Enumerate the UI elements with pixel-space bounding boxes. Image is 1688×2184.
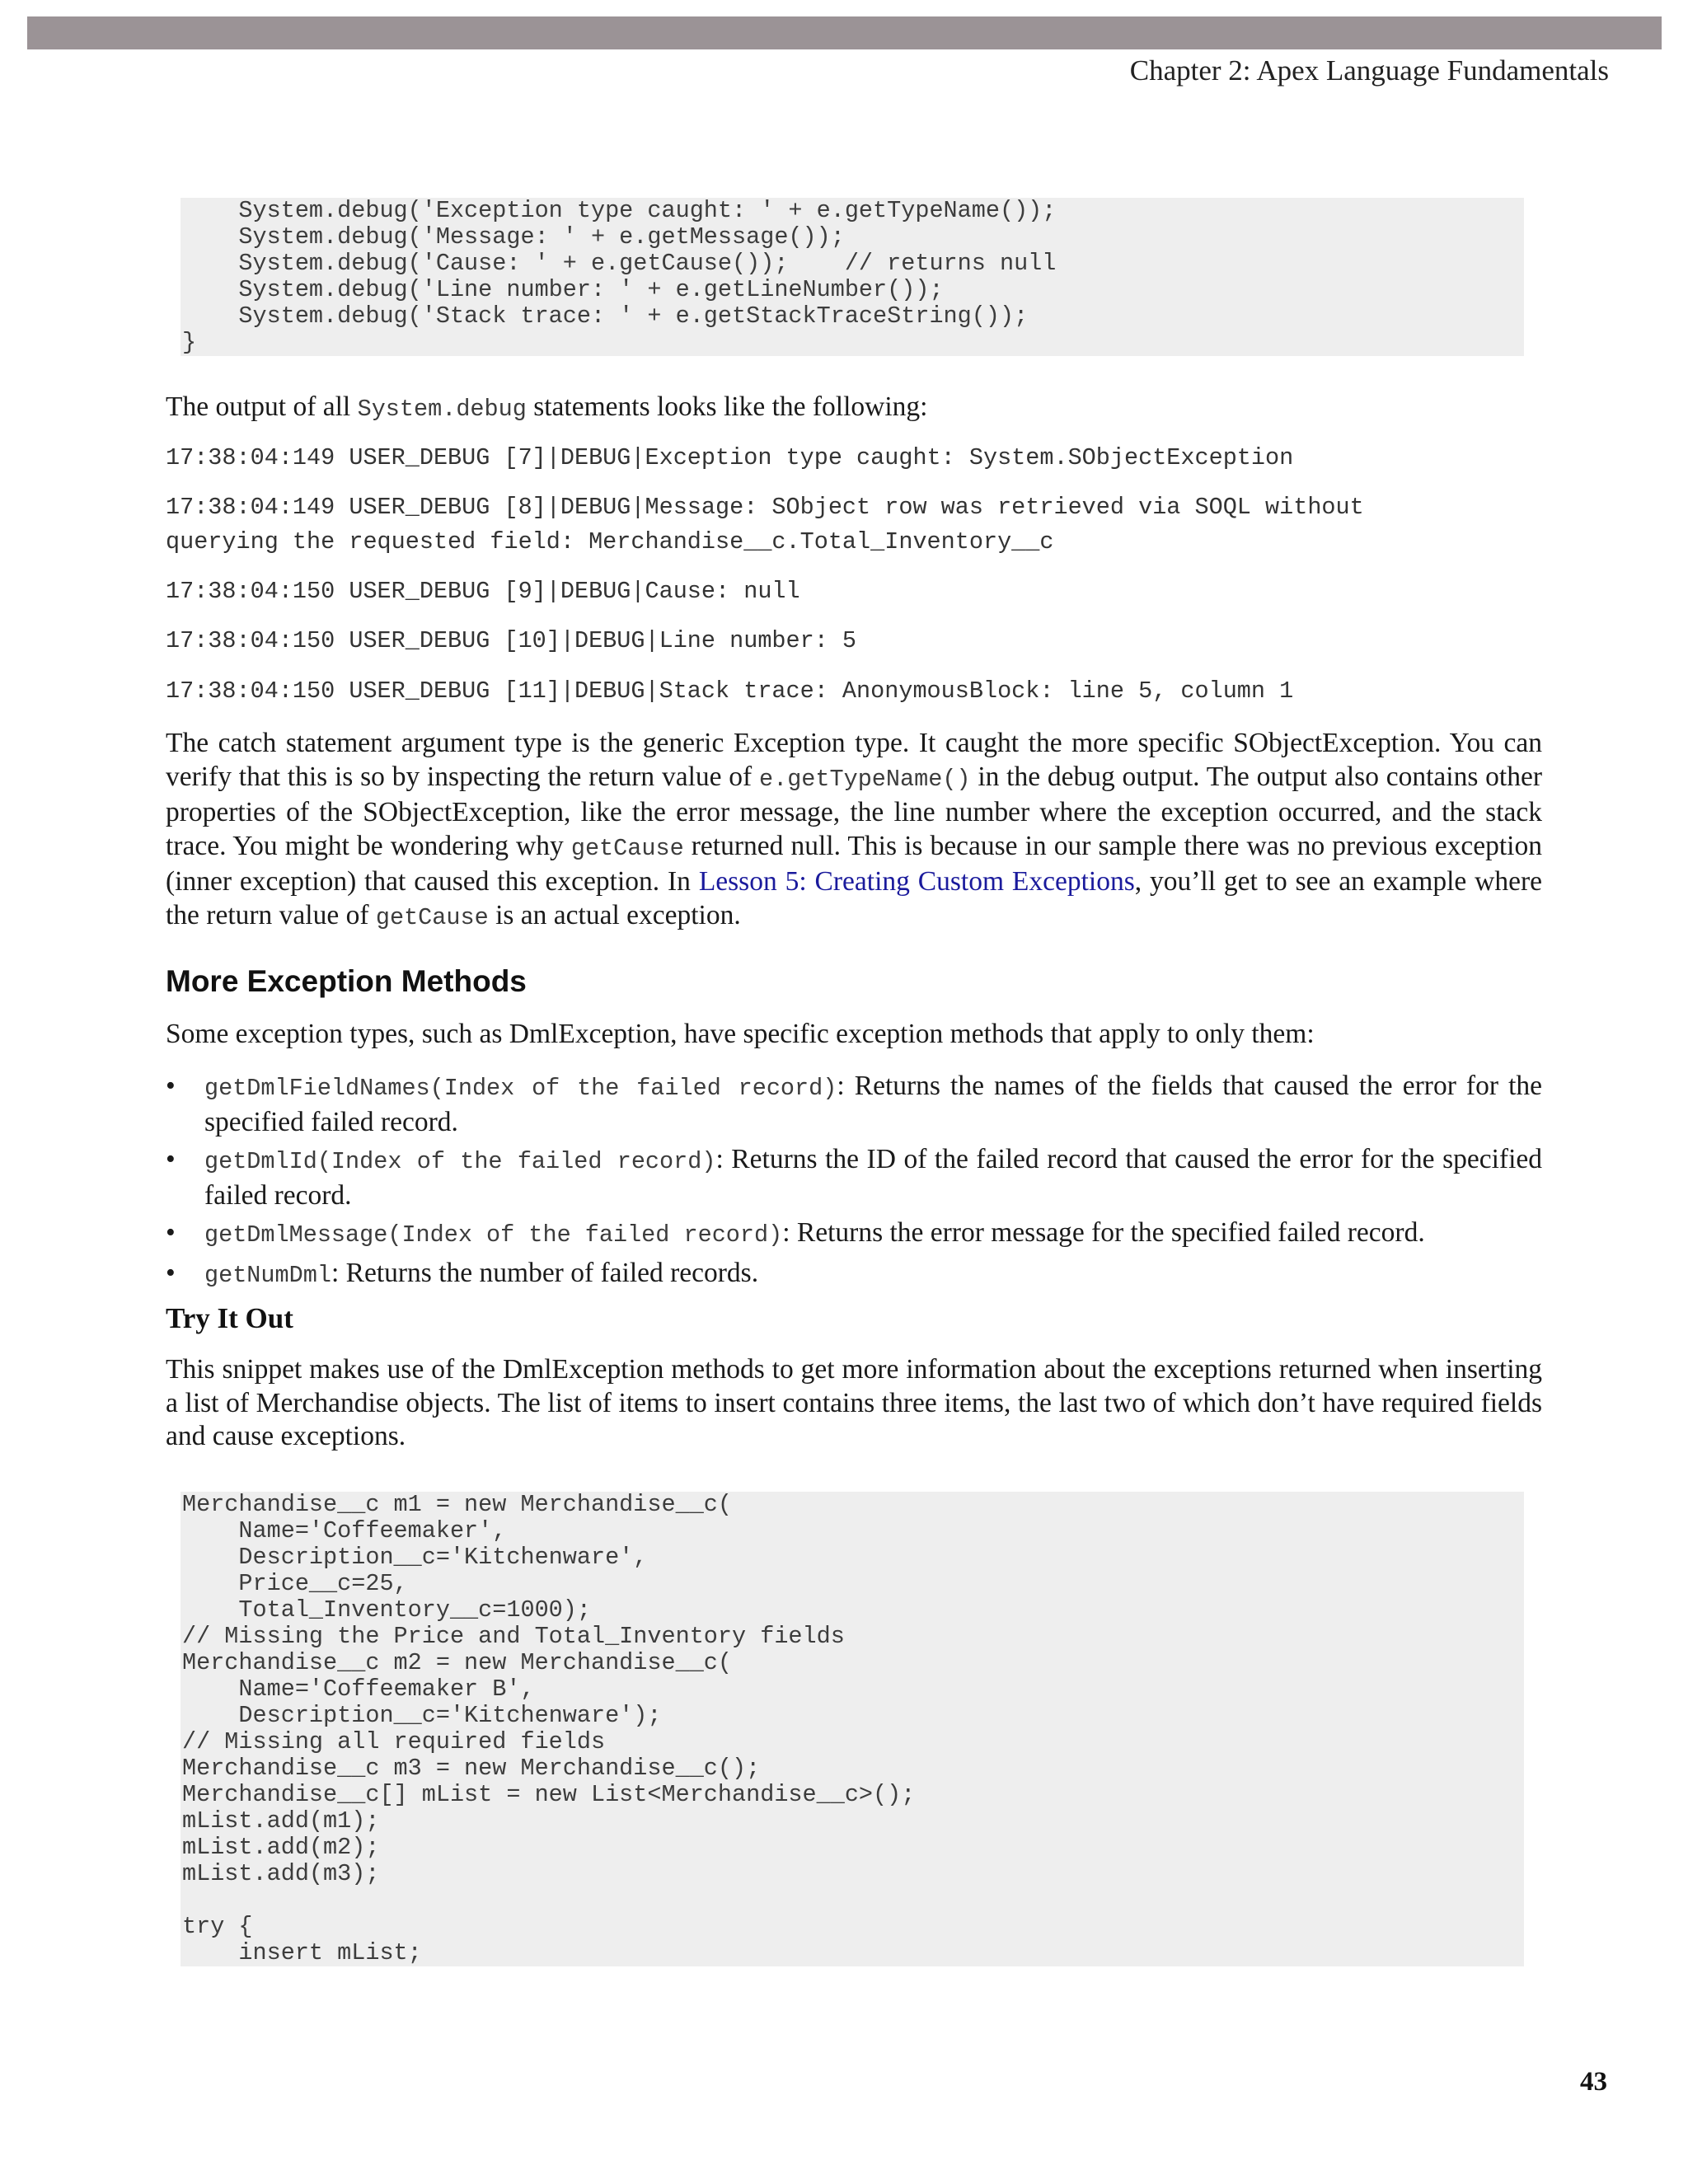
inline-code: getCause: [570, 834, 684, 862]
code-line: }: [182, 329, 197, 356]
code-line: // Missing the Price and Total_Inventory fields: [182, 1623, 845, 1650]
page-number: 43: [1580, 2067, 1607, 2097]
text: returned null. This is because in our sample there was no previous exception (inner exception) that caused this exception. In: [166, 830, 1542, 897]
list-item: [166, 1216, 1542, 1253]
code-line: System.debug('Cause: ' + e.getCause()); // returns null: [182, 250, 1057, 277]
try-it-out-heading: Try It Out: [166, 1302, 293, 1334]
inline-code: getDmlId(Index of the failed record): [204, 1148, 716, 1175]
section-intro: Some exception types, such as DmlException, have specific exception methods that apply to only them:: [166, 1019, 1315, 1049]
code-line: Merchandise__c m1 = new Merchandise__c(: [182, 1491, 733, 1518]
bullet-icon: •: [166, 1217, 176, 1248]
code-line: // Missing all required fields: [182, 1728, 606, 1755]
code-line: mList.add(m3);: [182, 1860, 380, 1887]
text: statements looks like the following:: [526, 391, 928, 422]
code-line: Description__c='Kitchenware',: [182, 1544, 648, 1571]
inline-code: e.getTypeName(): [758, 765, 971, 793]
bullet-icon: •: [166, 1257, 176, 1288]
try-it-out-text: This snippet makes use of the DmlException methods to get more information about the exceptions returned when inserting a list of Merchandise objects. The list of items to insert contains three items, the last two of which don’t have required fields and cause exceptions.: [166, 1354, 1542, 1451]
list-item: [166, 1257, 1542, 1293]
code-line: Merchandise__c m2 = new Merchandise__c(: [182, 1649, 733, 1676]
code-line: Name='Coffeemaker',: [182, 1517, 507, 1544]
text: The output of all: [166, 391, 358, 422]
text: is an actual exception.: [488, 899, 741, 930]
inline-code: getCause: [375, 903, 489, 931]
header-bar: [27, 16, 1662, 49]
code-line: System.debug('Message: ' + e.getMessage());: [182, 223, 845, 251]
list-item: [166, 1070, 1542, 1139]
text: : Returns the number of failed records.: [331, 1257, 759, 1288]
code-line: Description__c='Kitchenware');: [182, 1702, 662, 1729]
log-line: 17:38:04:149 USER_DEBUG [8]|DEBUG|Message: SObject row was retrieved via SOQL without querying the requested field: Merchandise__c.Total_Inventory__c: [166, 494, 1364, 555]
code-line: mList.add(m2);: [182, 1834, 380, 1861]
code-line: Total_Inventory__c=1000);: [182, 1596, 591, 1624]
log-line: 17:38:04:150 USER_DEBUG [11]|DEBUG|Stack trace: AnonymousBlock: line 5, column 1: [166, 677, 1294, 705]
text: The catch statement argument type is the generic Exception type. It caught the more specific SObjectException. You can verify that this is so by inspecting the return value of: [166, 728, 1542, 792]
inline-code: getDmlMessage(Index of the failed record): [204, 1221, 783, 1249]
catch-paragraph: [166, 727, 1542, 935]
output-intro: [166, 391, 1542, 427]
log-line: 17:38:04:150 USER_DEBUG [10]|DEBUG|Line number: 5: [166, 627, 857, 654]
text: , you’ll get to see an example where the return value of: [166, 866, 1542, 930]
text: : Returns the ID of the failed record that caused the error for the specified failed record.: [204, 1144, 1542, 1211]
text: : Returns the error message for the specified failed record.: [782, 1217, 1425, 1248]
methods-list: [166, 1070, 1542, 1296]
inline-code: System.debug: [357, 396, 527, 423]
text: : Returns the names of the fields that caused the error for the specified failed record.: [204, 1071, 1542, 1137]
code-line: mList.add(m1);: [182, 1807, 380, 1835]
bullet-icon: •: [166, 1071, 176, 1101]
code-line: insert mList;: [182, 1939, 422, 1966]
code-line: Name='Coffeemaker B',: [182, 1675, 535, 1703]
text: in the debug output. The output also contains other properties of the SObjectException, like the error message, the line number where the exception occurred, and the stack trace. You might be wondering why: [166, 761, 1542, 861]
bullet-icon: •: [166, 1144, 176, 1174]
code-line: try {: [182, 1913, 253, 1940]
code-line: Price__c=25,: [182, 1570, 408, 1597]
code-line: [182, 1887, 1524, 1914]
log-line: 17:38:04:150 USER_DEBUG [9]|DEBUG|Cause: null: [166, 578, 800, 605]
code-block-bottom: [181, 1492, 1524, 1966]
inline-code: getNumDml: [204, 1261, 331, 1289]
code-line: Merchandise__c m3 = new Merchandise__c();: [182, 1755, 761, 1782]
inline-code: getDmlFieldNames(Index of the failed record): [204, 1075, 837, 1102]
code-line: Merchandise__c[] mList = new List<Merchandise__c>();: [182, 1781, 916, 1808]
code-line: System.debug('Exception type caught: ' + e.getTypeName());: [182, 197, 1057, 224]
code-block-top: [181, 198, 1524, 356]
log-line: 17:38:04:149 USER_DEBUG [7]|DEBUG|Exception type caught: System.SObjectException: [166, 444, 1294, 471]
list-item: [166, 1143, 1542, 1212]
lesson5-link[interactable]: Lesson 5: Creating Custom Exceptions: [698, 866, 1135, 897]
code-line: System.debug('Stack trace: ' + e.getStackTraceString());: [182, 302, 1029, 330]
code-line: System.debug('Line number: ' + e.getLineNumber());: [182, 276, 944, 303]
chapter-title: Chapter 2: Apex Language Fundamentals: [1129, 54, 1609, 87]
section-heading: More Exception Methods: [166, 964, 527, 998]
